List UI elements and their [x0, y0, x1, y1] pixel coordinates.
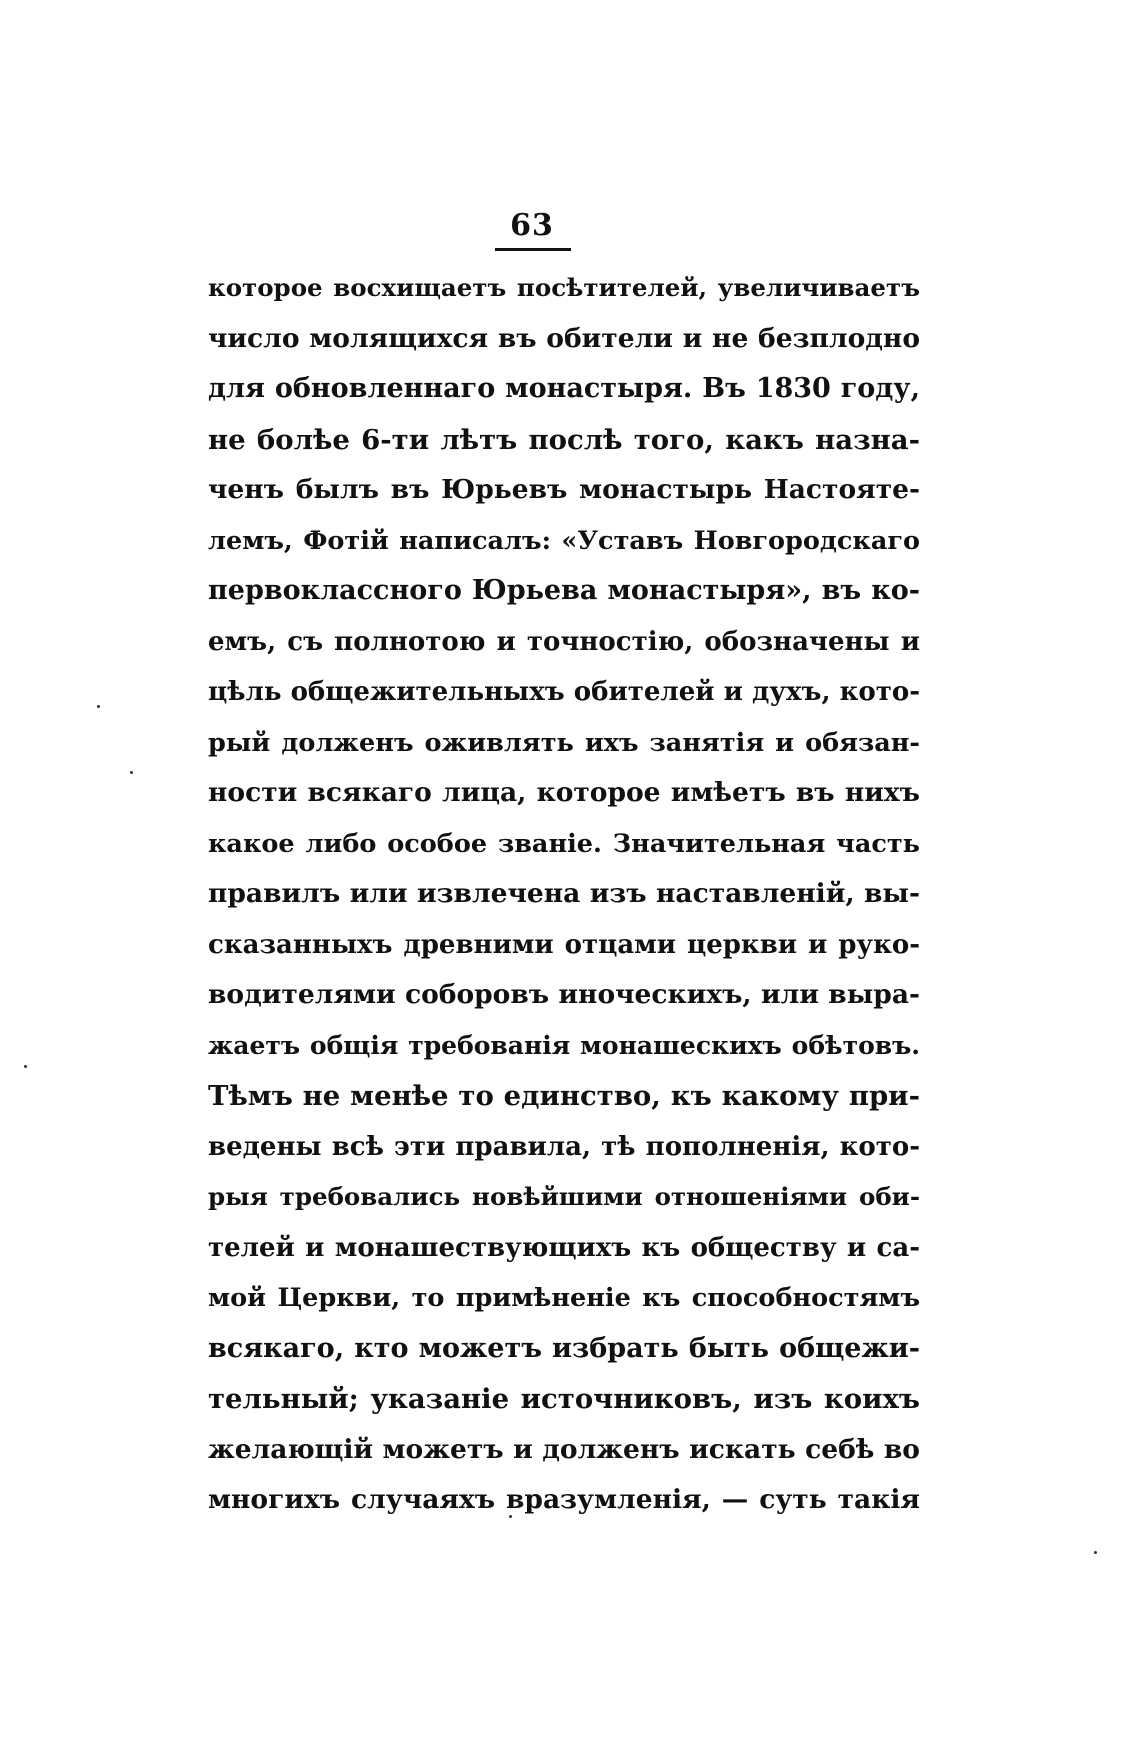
text-line: первоклассного Юрьева монастыря», въ ко-	[208, 575, 920, 606]
page-number: 63	[510, 208, 554, 243]
text-line: многихъ случаяхъ вразумленія, — суть такія	[208, 1484, 920, 1515]
text-line: желающій можетъ и долженъ искать себѣ во	[208, 1433, 920, 1465]
text-line: всякаго, кто можетъ избрать быть общежи-	[208, 1332, 920, 1364]
text-line: тельный; указаніе источниковъ, изъ коихъ	[208, 1383, 920, 1415]
scan-speck	[1094, 1551, 1097, 1554]
text-line: рыя требовались новѣйшими отношеніями оби-	[208, 1182, 920, 1211]
text-line: водителями соборовъ иноческихъ, или выра-	[208, 979, 920, 1010]
text-line: жаетъ общія требованія монашескихъ обѣтовъ.	[208, 1030, 920, 1060]
text-line: цѣль общежительныхъ обителей и духъ, кото-	[208, 677, 920, 707]
text-line: ведены всѣ эти правила, тѣ пополненія, кото-	[208, 1131, 920, 1162]
scan-speck	[509, 1515, 512, 1518]
text-line: ченъ былъ въ Юрьевъ монастырь Настояте-	[208, 474, 920, 505]
text-line: правилъ или извлечена изъ наставленій, вы-	[208, 878, 920, 909]
text-line: какое либо особое званіе. Значительная часть	[208, 828, 920, 859]
text-line: Тѣмъ не менѣе то единство, къ какому при-	[208, 1080, 920, 1112]
text-line: телей и монашествующихъ къ обществу и са-	[208, 1232, 920, 1263]
text-line: мой Церкви, то примѣненіе къ способностямъ	[208, 1283, 920, 1313]
text-line: для обновленнаго монастыря. Въ 1830 году,	[208, 373, 920, 404]
text-line: рый долженъ оживлять ихъ занятія и обязан-	[208, 727, 920, 758]
text-line: лемъ, Фотій написалъ: «Уставъ Новгородскаго	[208, 525, 920, 556]
scan-speck	[97, 705, 100, 708]
text-line: не болѣе 6-ти лѣтъ послѣ того, какъ назна-	[208, 423, 920, 456]
scan-speck	[24, 1065, 27, 1068]
text-line: емъ, съ полнотою и точностію, обозначены и	[208, 626, 920, 657]
text-line: ности всякаго лица, которое имѣетъ въ нихъ	[208, 777, 920, 808]
scan-speck	[130, 771, 133, 774]
body-text	[208, 263, 920, 1526]
text-line: которое восхищаетъ посѣтителей, увеличиваетъ	[208, 273, 920, 302]
text-line: число молящихся въ обители и не безплодно	[208, 322, 920, 354]
text-line: сказанныхъ древними отцами церкви и руко-	[208, 929, 920, 960]
header-rule	[495, 248, 571, 251]
